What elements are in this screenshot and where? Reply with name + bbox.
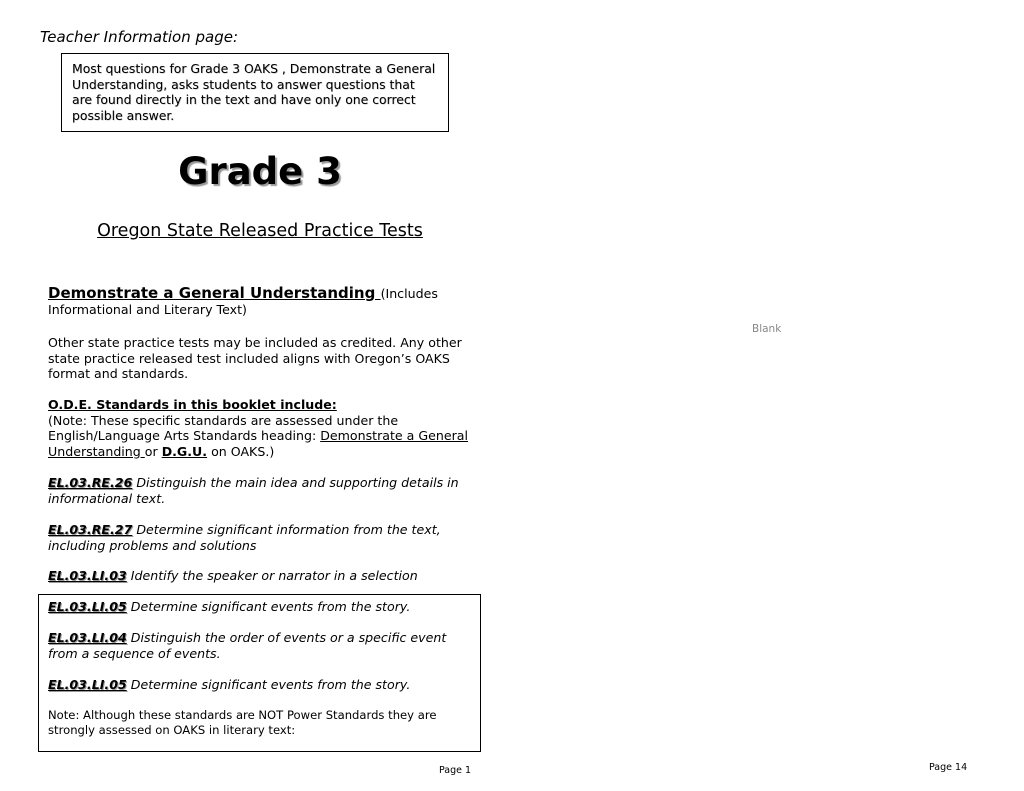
standards-heading: O.D.E. Standards in this booklet include: [48,397,337,412]
standards-note [48,413,478,460]
standard-code: EL.03.RE.27 [48,522,133,537]
boxed-standard-item [48,630,478,661]
boxed-standard-item [48,677,478,693]
blank-page-label: Blank [752,323,782,335]
standards-note-or: or [144,443,162,459]
standard-code: EL.03.LI.03 [48,568,127,583]
standard-desc: Distinguish the main idea and supporting details in informational text. [48,475,459,506]
standards-note-suffix: on OAKS.) [207,443,275,459]
standard-item [48,522,478,553]
intro-note-box [61,53,449,132]
standard-code: EL.03.LI.05 [48,677,127,692]
teacher-info-header: Teacher Information page: [40,28,239,46]
boxed-note: Note: Although these standards are NOT Power Standards they are strongly assessed on OAKS in literary text: [48,708,437,737]
standards-note-prefix: (Note: These specific standards are assessed under the English/Language Arts Standards heading: [48,412,399,444]
standard-item [48,475,478,506]
section-heading: Demonstrate a General Understanding [48,284,381,302]
intro-note-text: Most questions for Grade 3 OAKS , Demonstrate a General Understanding, asks students to answer questions that are found directly in the text and have only one correct possible answer. [72,61,436,123]
section-intro [48,286,478,317]
boxed-standard-item [48,599,478,615]
section-paragraph: Other state practice tests may be included as credited. Any other state practice released test included aligns with Oregon’s OAKS format and standards. [48,335,462,382]
standard-desc: Distinguish the order of events or a specific event from a sequence of events. [48,630,447,661]
standards-note-link: Demonstrate a General Understanding [48,428,469,459]
standards-block [48,397,478,459]
page-number-left: Page 1 [439,765,472,776]
standard-desc: Identify the speaker or narrator in a selection [126,568,418,583]
standard-code: EL.03.LI.04 [48,630,127,645]
page-number-right: Page 14 [929,762,968,773]
standard-code: EL.03.LI.05 [48,599,127,614]
standards-note-dgu: D.G.U. [161,443,208,459]
page-title: Grade 3 [178,150,342,193]
section-heading-suffix: (Includes Informational and Literary Text) [48,286,438,317]
page-subtitle: Oregon State Released Practice Tests [97,221,423,241]
standard-code: EL.03.RE.26 [48,475,133,490]
standard-desc: Determine significant information from the text, including problems and solutions [48,522,441,553]
standard-item [48,568,478,584]
standard-desc: Determine significant events from the story. [126,677,411,692]
standard-desc: Determine significant events from the story. [126,599,411,614]
